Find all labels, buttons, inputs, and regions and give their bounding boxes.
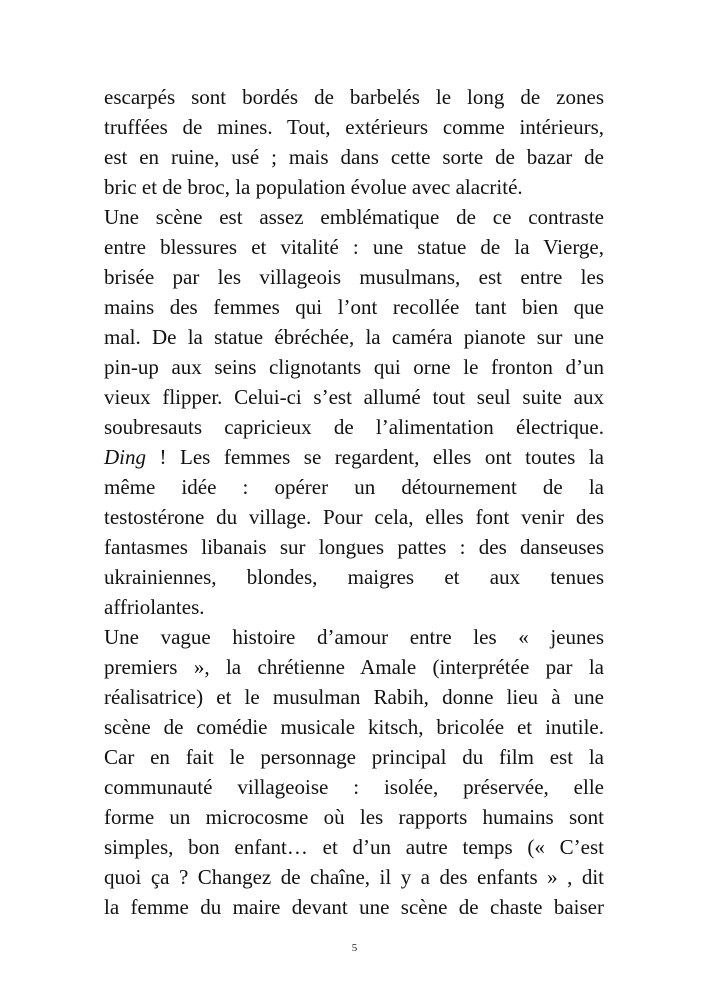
- text-line: [104, 742, 604, 772]
- text-line: [104, 682, 604, 712]
- text-line: [104, 232, 604, 262]
- line-text: communauté villageoise : isolée, préservée, elle: [104, 775, 604, 799]
- text-line: [104, 172, 604, 202]
- line-text: fantasmes libanais sur longues pattes : des danseuses: [104, 535, 604, 559]
- line-text: Une vague histoire d’amour entre les « jeunes: [104, 625, 604, 649]
- page-number: 5: [351, 942, 358, 954]
- line-text: est en ruine, usé ; mais dans cette sorte de bazar de: [104, 145, 604, 169]
- text-line: [104, 472, 604, 502]
- text-line: [104, 262, 604, 292]
- text-line: [104, 772, 604, 802]
- text-line: [104, 652, 604, 682]
- text-line: [104, 442, 604, 472]
- text-line: [104, 82, 604, 112]
- line-text: affriolantes.: [104, 595, 205, 619]
- body-text: [104, 82, 604, 922]
- text-line: [104, 562, 604, 592]
- text-line: [104, 712, 604, 742]
- line-text: Une scène est assez emblématique de ce contraste: [104, 205, 604, 229]
- line-text: pin-up aux seins clignotants qui orne le fronton d’un: [104, 355, 604, 379]
- text-line: [104, 352, 604, 382]
- line-text: forme un microcosme où les rapports humains sont: [104, 805, 604, 829]
- text-line: [104, 592, 604, 622]
- text-line: [104, 292, 604, 322]
- line-text: testostérone du village. Pour cela, elles font venir des: [104, 505, 604, 529]
- text-line: [104, 322, 604, 352]
- line-text: réalisatrice) et le musulman Rabih, donne lieu à une: [104, 685, 604, 709]
- line-text: truffées de mines. Tout, extérieurs comme intérieurs,: [104, 115, 604, 139]
- line-text: escarpés sont bordés de barbelés le long de zones: [104, 85, 604, 109]
- line-text: ! Les femmes se regardent, elles ont toutes la: [146, 445, 604, 469]
- line-text: même idée : opérer un détournement de la: [104, 475, 604, 499]
- line-text: vieux flipper. Celui-ci s’est allumé tout seul suite aux: [104, 385, 604, 409]
- text-line: [104, 112, 604, 142]
- line-text: ukrainiennes, blondes, maigres et aux tenues: [104, 565, 604, 589]
- line-text: bric et de broc, la population évolue avec alacrité.: [104, 175, 523, 199]
- line-text: premiers », la chrétienne Amale (interprétée par la: [104, 655, 604, 679]
- line-text: soubresauts capricieux de l’alimentation électrique.: [104, 415, 604, 439]
- italic-word: Ding: [104, 445, 146, 469]
- text-line: [104, 142, 604, 172]
- line-text: scène de comédie musicale kitsch, bricolée et inutile.: [104, 715, 604, 739]
- text-line: [104, 832, 604, 862]
- text-line: [104, 412, 604, 442]
- line-text: brisée par les villageois musulmans, est entre les: [104, 265, 604, 289]
- text-line: [104, 862, 604, 892]
- line-text: la femme du maire devant une scène de chaste baiser: [104, 895, 604, 919]
- text-line: [104, 622, 604, 652]
- line-text: mains des femmes qui l’ont recollée tant bien que: [104, 295, 604, 319]
- line-text: Car en fait le personnage principal du film est la: [104, 745, 604, 769]
- text-line: [104, 382, 604, 412]
- text-line: [104, 892, 604, 922]
- line-text: quoi ça ? Changez de chaîne, il y a des enfants » , dit: [104, 865, 604, 889]
- line-text: entre blessures et vitalité : une statue de la Vierge,: [104, 235, 604, 259]
- text-line: [104, 202, 604, 232]
- line-text: mal. De la statue ébréchée, la caméra pianote sur une: [104, 325, 604, 349]
- text-line: [104, 532, 604, 562]
- text-line: [104, 502, 604, 532]
- line-text: simples, bon enfant… et d’un autre temps (« C’est: [104, 835, 604, 859]
- text-line: [104, 802, 604, 832]
